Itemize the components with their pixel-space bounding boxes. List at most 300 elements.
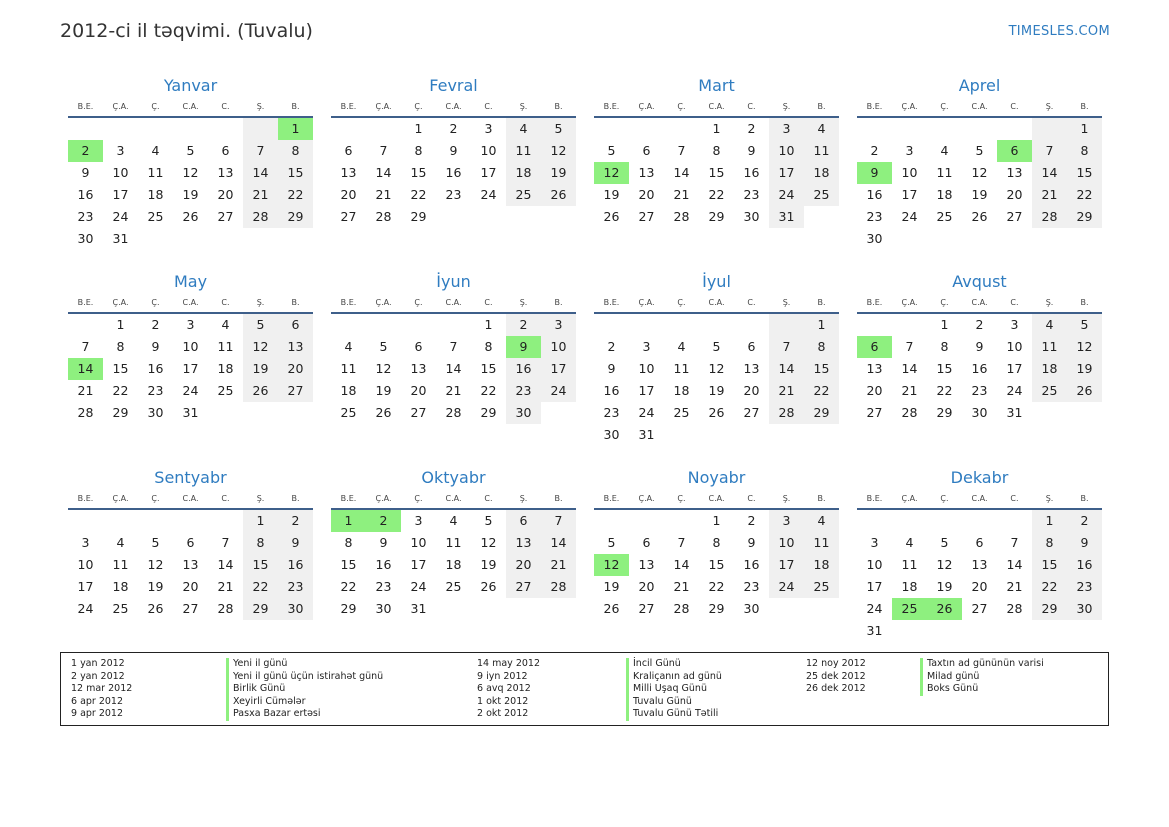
empty-day-cell	[699, 314, 734, 336]
day-cell: 7	[905, 339, 914, 354]
month-calendar	[331, 468, 576, 664]
holiday-day-cell: 2	[366, 510, 401, 532]
weekend-day-cell: 13	[506, 532, 541, 554]
week-row	[331, 402, 576, 424]
day-cell: 3	[484, 121, 493, 136]
weekend-day-cell: 4	[506, 118, 541, 140]
day-cell: 5	[607, 143, 616, 158]
month-name: Avqust	[952, 272, 1007, 291]
weekend-day-cell: 3	[769, 118, 804, 140]
day-cell: 17	[1006, 361, 1023, 376]
weekend-day-cell: 18	[1032, 358, 1067, 380]
weekend-day-cell: 8	[1067, 140, 1102, 162]
year-calendar-grid	[68, 76, 1102, 664]
holiday-date: 6 avq 2012	[477, 683, 531, 694]
weekday-label: Ç.	[414, 102, 423, 111]
day-cell: 22	[708, 579, 725, 594]
day-cell: 14	[445, 361, 462, 376]
weekend-day-cell: 10	[769, 532, 804, 554]
day-cell: 8	[344, 535, 353, 550]
weekday-label: B.	[817, 102, 826, 111]
weekend-day-cell: 21	[243, 184, 278, 206]
day-cell: 19	[147, 579, 164, 594]
day-cell: 18	[147, 187, 164, 202]
day-cell: 26	[480, 579, 497, 594]
holiday-name: Taxtın ad gününün varisi	[920, 658, 1044, 671]
day-cell: 29	[936, 405, 953, 420]
day-cell: 26	[182, 209, 199, 224]
day-cell: 6	[186, 535, 195, 550]
day-cell: 20	[638, 579, 655, 594]
holiday-date: 1 okt 2012	[477, 695, 529, 707]
day-cell: 2	[975, 317, 984, 332]
weekend-day-cell: 15	[1067, 162, 1102, 184]
day-cell: 29	[708, 601, 725, 616]
weekday-label: Ş.	[782, 494, 791, 503]
day-cell: 2	[449, 121, 458, 136]
empty-day-cell	[629, 510, 664, 532]
holiday-day-cell: 9	[857, 162, 892, 184]
weekday-label: B.	[1080, 298, 1089, 307]
weekend-day-cell: 6	[506, 510, 541, 532]
weekday-label: Ş.	[519, 298, 528, 307]
week-row	[68, 554, 313, 576]
day-cell: 27	[866, 405, 883, 420]
holiday-day-cell: 26	[927, 598, 962, 620]
week-row	[594, 336, 839, 358]
month-calendar	[857, 468, 1102, 664]
day-cell: 13	[410, 361, 427, 376]
day-cell: 17	[77, 579, 94, 594]
empty-day-cell	[103, 118, 138, 140]
weekend-day-cell: 18	[506, 162, 541, 184]
day-cell: 26	[375, 405, 392, 420]
weekend-day-cell: 16	[506, 358, 541, 380]
weekday-header	[594, 96, 839, 118]
day-cell: 23	[147, 383, 164, 398]
empty-day-cell	[173, 510, 208, 532]
weekend-day-cell: 26	[541, 184, 576, 206]
day-cell: 11	[445, 535, 462, 550]
empty-day-cell	[892, 510, 927, 532]
day-cell: 25	[673, 405, 690, 420]
week-row	[857, 336, 1102, 358]
empty-day-cell	[927, 510, 962, 532]
day-cell: 30	[866, 231, 883, 246]
weekend-day-cell: 25	[804, 576, 839, 598]
weekend-day-cell: 13	[278, 336, 313, 358]
weekday-label: Ş.	[256, 298, 265, 307]
weekend-day-cell: 8	[1032, 532, 1067, 554]
day-cell: 24	[638, 405, 655, 420]
weekend-day-cell: 1	[243, 510, 278, 532]
weekend-day-cell: 1	[1067, 118, 1102, 140]
weekend-day-cell: 30	[506, 402, 541, 424]
page-title: 2012-ci il təqvimi. (Tuvalu)	[60, 20, 313, 42]
day-cell: 4	[905, 535, 914, 550]
week-row	[331, 206, 576, 228]
weekend-day-cell: 17	[769, 162, 804, 184]
weekday-label: B.	[554, 494, 563, 503]
empty-day-cell	[962, 510, 997, 532]
empty-day-cell	[594, 118, 629, 140]
empty-day-cell	[997, 510, 1032, 532]
holiday-name: Milad günü	[920, 671, 1044, 684]
day-cell: 11	[673, 361, 690, 376]
empty-day-cell	[243, 228, 278, 250]
day-cell: 28	[901, 405, 918, 420]
weekend-day-cell: 7	[541, 510, 576, 532]
weekday-header	[857, 488, 1102, 510]
day-cell: 13	[638, 557, 655, 572]
week-row	[857, 532, 1102, 554]
day-cell: 8	[712, 535, 721, 550]
weekday-label: Ç.A.	[375, 494, 392, 503]
day-cell: 27	[182, 601, 199, 616]
weekday-label: B.	[1080, 102, 1089, 111]
weekday-label: Ç.	[414, 298, 423, 307]
empty-day-cell	[892, 118, 927, 140]
day-cell: 6	[747, 339, 756, 354]
day-cell: 4	[344, 339, 353, 354]
day-cell: 31	[638, 427, 655, 442]
weekday-header	[594, 488, 839, 510]
day-cell: 26	[147, 601, 164, 616]
holiday-name: Kraliçanın ad günü	[626, 671, 722, 684]
weekday-label: B.E.	[603, 102, 620, 111]
weekday-label: Ç.	[151, 494, 160, 503]
day-cell: 30	[603, 427, 620, 442]
day-cell: 22	[708, 187, 725, 202]
day-cell: 26	[971, 209, 988, 224]
holiday-name: Birlik Günü	[226, 683, 383, 696]
month-name: Oktyabr	[421, 468, 486, 487]
day-cell: 7	[1010, 535, 1019, 550]
holiday-date: 2 okt 2012	[477, 708, 529, 719]
day-cell: 24	[1006, 383, 1023, 398]
weekday-label: B.E.	[77, 102, 94, 111]
weekday-label: Ç.	[414, 494, 423, 503]
day-cell: 19	[603, 579, 620, 594]
empty-day-cell	[769, 424, 804, 446]
empty-day-cell	[1032, 402, 1067, 424]
weekday-label: B.E.	[866, 298, 883, 307]
weekday-label: Ş.	[1045, 102, 1054, 111]
day-cell: 1	[940, 317, 949, 332]
day-cell: 12	[708, 361, 725, 376]
empty-day-cell	[506, 598, 541, 620]
empty-day-cell	[857, 118, 892, 140]
week-row	[594, 206, 839, 228]
empty-day-cell	[962, 620, 997, 642]
month-name: Noyabr	[687, 468, 746, 487]
weekend-day-cell: 11	[804, 140, 839, 162]
holiday-date: 26 dek 2012	[806, 683, 866, 694]
day-cell: 13	[1006, 165, 1023, 180]
weekday-label: Ş.	[1045, 298, 1054, 307]
day-cell: 9	[151, 339, 160, 354]
week-row	[331, 336, 576, 358]
day-cell: 17	[410, 557, 427, 572]
day-cell: 6	[642, 535, 651, 550]
day-cell: 27	[971, 601, 988, 616]
day-cell: 4	[116, 535, 125, 550]
day-cell: 31	[112, 231, 129, 246]
day-cell: 12	[936, 557, 953, 572]
week-row	[594, 118, 839, 140]
week-row	[331, 184, 576, 206]
day-cell: 10	[901, 165, 918, 180]
holiday-date: 1 yan 2012	[71, 658, 125, 669]
day-cell: 7	[677, 535, 686, 550]
holiday-name: Yeni il günü üçün istirahət günü	[226, 671, 383, 684]
day-cell: 7	[449, 339, 458, 354]
day-cell: 30	[743, 209, 760, 224]
day-cell: 8	[414, 143, 423, 158]
week-row	[331, 532, 576, 554]
day-cell: 9	[747, 535, 756, 550]
week-row	[594, 554, 839, 576]
weekend-day-cell: 31	[769, 206, 804, 228]
empty-day-cell	[471, 206, 506, 228]
week-row	[68, 380, 313, 402]
weekday-label: C.A.	[445, 298, 462, 307]
empty-day-cell	[997, 228, 1032, 250]
day-cell: 25	[445, 579, 462, 594]
day-cell: 7	[379, 143, 388, 158]
weekend-day-cell: 14	[769, 358, 804, 380]
weekend-day-cell: 19	[541, 162, 576, 184]
week-row	[331, 380, 576, 402]
weekend-day-cell: 15	[1032, 554, 1067, 576]
day-cell: 13	[217, 165, 234, 180]
week-row	[857, 402, 1102, 424]
month-name: Yanvar	[163, 76, 218, 95]
weekday-label: B.E.	[866, 494, 883, 503]
day-cell: 2	[870, 143, 879, 158]
day-cell: 11	[112, 557, 129, 572]
month-calendar	[857, 76, 1102, 272]
weekend-day-cell: 4	[804, 118, 839, 140]
day-cell: 16	[445, 165, 462, 180]
empty-day-cell	[892, 228, 927, 250]
day-cell: 16	[375, 557, 392, 572]
day-cell: 6	[642, 143, 651, 158]
weekday-label: B.E.	[603, 298, 620, 307]
empty-day-cell	[629, 118, 664, 140]
week-row	[594, 380, 839, 402]
empty-day-cell	[278, 402, 313, 424]
day-cell: 11	[901, 557, 918, 572]
weekend-day-cell: 3	[769, 510, 804, 532]
day-cell: 3	[116, 143, 125, 158]
weekday-label: Ç.A.	[638, 298, 655, 307]
day-cell: 21	[445, 383, 462, 398]
empty-day-cell	[208, 228, 243, 250]
empty-day-cell	[699, 424, 734, 446]
day-cell: 5	[940, 535, 949, 550]
weekday-header	[857, 292, 1102, 314]
weekday-label: C.	[1010, 102, 1019, 111]
day-cell: 8	[116, 339, 125, 354]
weekday-label: C.	[221, 494, 230, 503]
empty-day-cell	[857, 314, 892, 336]
empty-day-cell	[243, 402, 278, 424]
day-cell: 13	[971, 557, 988, 572]
weekend-day-cell: 21	[769, 380, 804, 402]
day-cell: 6	[975, 535, 984, 550]
day-cell: 5	[484, 513, 493, 528]
week-row	[594, 184, 839, 206]
day-cell: 19	[375, 383, 392, 398]
weekend-day-cell: 9	[278, 532, 313, 554]
weekend-day-cell: 15	[243, 554, 278, 576]
empty-day-cell	[997, 620, 1032, 642]
week-row	[68, 162, 313, 184]
weekend-day-cell: 1	[804, 314, 839, 336]
weekend-day-cell: 12	[243, 336, 278, 358]
weekday-label: Ç.	[940, 494, 949, 503]
weekend-day-cell: 11	[804, 532, 839, 554]
month-calendar	[68, 468, 313, 664]
weekend-day-cell: 22	[243, 576, 278, 598]
day-cell: 5	[712, 339, 721, 354]
day-cell: 31	[410, 601, 427, 616]
weekend-day-cell: 8	[804, 336, 839, 358]
weekend-day-cell: 29	[278, 206, 313, 228]
weekend-day-cell: 22	[1067, 184, 1102, 206]
empty-day-cell	[629, 314, 664, 336]
weekday-label: Ş.	[1045, 494, 1054, 503]
day-cell: 22	[112, 383, 129, 398]
weekend-day-cell: 14	[243, 162, 278, 184]
weekend-day-cell: 28	[541, 576, 576, 598]
month-name: Mart	[698, 76, 735, 95]
day-cell: 25	[936, 209, 953, 224]
holiday-day-cell: 6	[997, 140, 1032, 162]
legend-dates-column-3	[806, 658, 866, 696]
holiday-date: 25 dek 2012	[806, 670, 866, 682]
weekday-label: C.	[747, 494, 756, 503]
empty-day-cell	[997, 118, 1032, 140]
week-row	[594, 314, 839, 336]
weekday-label: Ç.	[677, 102, 686, 111]
day-cell: 12	[375, 361, 392, 376]
weekend-day-cell: 7	[769, 336, 804, 358]
weekday-label: B.	[554, 298, 563, 307]
day-cell: 10	[410, 535, 427, 550]
week-row	[594, 598, 839, 620]
day-cell: 3	[642, 339, 651, 354]
legend-names-column-1	[226, 658, 383, 721]
weekend-day-cell: 26	[1067, 380, 1102, 402]
day-cell: 27	[638, 601, 655, 616]
month-name: İyul	[702, 272, 731, 291]
empty-day-cell	[594, 314, 629, 336]
weekday-label: B.	[554, 102, 563, 111]
day-cell: 20	[340, 187, 357, 202]
week-row	[594, 532, 839, 554]
day-cell: 15	[708, 557, 725, 572]
day-cell: 30	[375, 601, 392, 616]
day-cell: 13	[182, 557, 199, 572]
day-cell: 31	[866, 623, 883, 638]
week-row	[594, 140, 839, 162]
day-cell: 1	[414, 121, 423, 136]
day-cell: 9	[975, 339, 984, 354]
day-cell: 4	[449, 513, 458, 528]
holiday-name: Milli Uşaq Günü	[626, 683, 722, 696]
empty-day-cell	[1067, 620, 1102, 642]
day-cell: 2	[747, 513, 756, 528]
empty-day-cell	[436, 206, 471, 228]
weekend-day-cell: 29	[1032, 598, 1067, 620]
day-cell: 11	[936, 165, 953, 180]
empty-day-cell	[68, 314, 103, 336]
day-cell: 19	[182, 187, 199, 202]
day-cell: 15	[410, 165, 427, 180]
weekend-day-cell: 15	[278, 162, 313, 184]
weekend-day-cell: 22	[1032, 576, 1067, 598]
week-row	[68, 598, 313, 620]
weekday-label: Ş.	[256, 102, 265, 111]
weekday-label: Ş.	[782, 298, 791, 307]
day-cell: 5	[151, 535, 160, 550]
weekend-day-cell: 2	[278, 510, 313, 532]
weekday-label: C.A.	[182, 298, 199, 307]
day-cell: 17	[480, 165, 497, 180]
weekend-day-cell: 5	[243, 314, 278, 336]
day-cell: 17	[638, 383, 655, 398]
weekend-day-cell: 9	[1067, 532, 1102, 554]
weekend-day-cell: 16	[1067, 554, 1102, 576]
weekday-header	[68, 292, 313, 314]
empty-day-cell	[769, 314, 804, 336]
day-cell: 27	[743, 405, 760, 420]
weekend-day-cell: 25	[506, 184, 541, 206]
weekday-label: Ç.	[677, 298, 686, 307]
day-cell: 23	[445, 187, 462, 202]
holiday-date: 14 may 2012	[477, 658, 541, 669]
day-cell: 18	[340, 383, 357, 398]
month-name: May	[173, 272, 208, 291]
day-cell: 29	[112, 405, 129, 420]
day-cell: 24	[410, 579, 427, 594]
empty-day-cell	[857, 510, 892, 532]
week-row	[68, 140, 313, 162]
day-cell: 31	[182, 405, 199, 420]
holiday-day-cell: 14	[68, 358, 103, 380]
week-row	[857, 140, 1102, 162]
weekend-day-cell: 21	[1032, 184, 1067, 206]
week-row	[594, 424, 839, 446]
weekend-day-cell: 23	[278, 576, 313, 598]
day-cell: 10	[1006, 339, 1023, 354]
day-cell: 18	[112, 579, 129, 594]
day-cell: 9	[379, 535, 388, 550]
weekday-label: C.A.	[971, 102, 988, 111]
day-cell: 8	[484, 339, 493, 354]
month-name: Dekabr	[950, 468, 1009, 487]
day-cell: 20	[971, 579, 988, 594]
empty-day-cell	[927, 228, 962, 250]
week-row	[857, 598, 1102, 620]
weekday-label: C.	[484, 102, 493, 111]
site-link[interactable]: TIMESLES.COM	[1008, 24, 1110, 39]
weekend-day-cell: 19	[243, 358, 278, 380]
weekday-label: C.	[1010, 298, 1019, 307]
day-cell: 23	[603, 405, 620, 420]
